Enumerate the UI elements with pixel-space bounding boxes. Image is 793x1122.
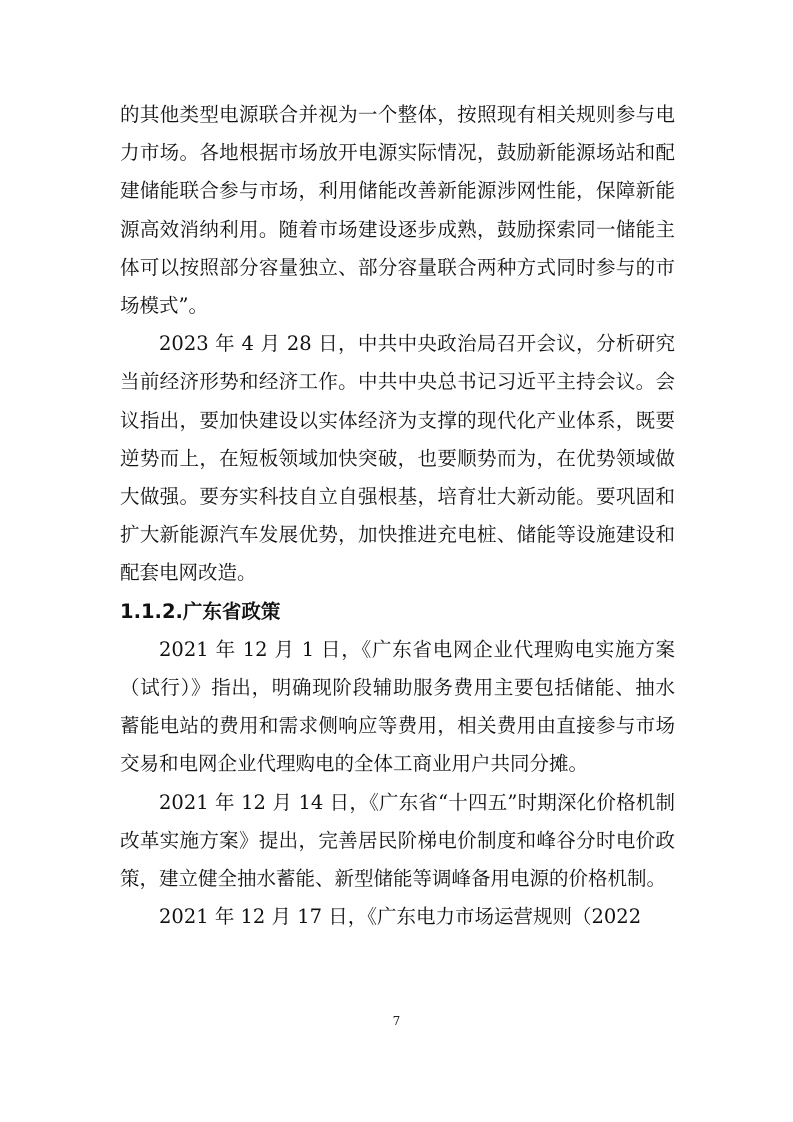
document-page bbox=[120, 96, 675, 936]
paragraph-continued: 的其他类型电源联合并视为一个整体，按照现有相关规则参与电力市场。各地根据市场放开电源实际情况，鼓励新能源场站和配建储能联合参与市场，利用储能改善新能源涉网性能，保障新能源高效消纳利用。随着市场建设逐步成熟，鼓励探索同一储能主体可以按照部分容量独立、部分容量联合两种方式同时参与的市场模式”。 bbox=[120, 103, 675, 318]
paragraph-policy-dec-17: 2021 年 12 月 17 日，《广东电力市场运营规则（2022 bbox=[159, 905, 642, 929]
section-heading: 1.1.2.广东省政策 bbox=[120, 599, 281, 623]
page-number: 7 bbox=[392, 1014, 401, 1028]
paragraph-policy-dec-1: 2021 年 12 月 1 日，《广东省电网企业代理购电实施方案（试行）》指出，明确现阶段辅助服务费用主要包括储能、抽水蓄能电站的费用和需求侧响应等费用，相关费用由直接参与市场交易和电网企业代理购电的全体工商业用户共同分摊。 bbox=[120, 637, 675, 776]
paragraph-politburo-meeting: 2023 年 4 月 28 日，中共中央政治局召开会议，分析研究当前经济形势和经济工作。中共中央总书记习近平主持会议。会议指出，要加快建设以实体经济为支撑的现代化产业体系，既要逆势而上，在短板领域加快突破，也要顺势而为，在优势领域做大做强。要夯实科技自立自强根基，培育壮大新动能。要巩固和扩大新能源汽车发展优势，加快推进充电桩、储能等设施建设和配套电网改造。 bbox=[120, 332, 675, 585]
paragraph-policy-dec-14: 2021 年 12 月 14 日，《广东省“十四五”时期深化价格机制改革实施方案》提出，完善居民阶梯电价制度和峰谷分时电价政策，建立健全抽水蓄能、新型储能等调峰备用电源的价格机制。 bbox=[120, 790, 675, 891]
